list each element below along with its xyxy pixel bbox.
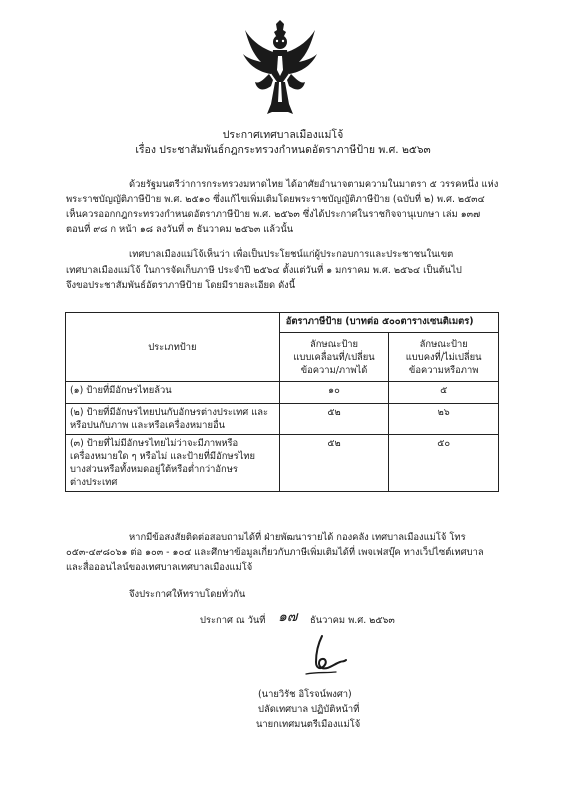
header-line: ข้อความหรือภาพ <box>408 364 479 376</box>
date-rest: ธันวาคม พ.ศ. ๒๕๖๓ <box>310 615 395 626</box>
header-line: ลักษณะป้าย <box>310 338 359 350</box>
header-line: แบบเคลื่อนที่/เปลี่ยน <box>293 351 375 363</box>
para1-line: ตอนที่ ๙๘ ก หน้า ๑๘ ลงวันที่ ๓ ธันวาคม ๒๕๖๓ แล้วนั้น <box>66 224 294 235</box>
signer-name: (นายวิรัช อิโรจน์พงศา) <box>258 689 352 700</box>
table-row <box>66 435 499 492</box>
para1-line: ด้วยรัฐมนตรีว่าการกระทรวงมหาดไทย ได้อาศัยอำนาจตามความในมาตรา ๕ วรรคหนึ่ง แห่ง <box>129 179 499 190</box>
para2-line: เทศบาลเมืองแม่โจ้เห็นว่า เพื่อเป็นประโยชน์แก่ผู้ประกอบการและประชาชนในเขต <box>129 249 454 260</box>
row-label: (๒) ป้ายที่มีอักษรไทยปนกับอักษรต่างประเทศ และ หรือปนกับภาพ และหรือเครื่องหมายอื่น <box>66 404 280 435</box>
tax-rate-table <box>65 312 499 492</box>
announcement-subject: เรื่อง ประชาสัมพันธ์กฎกระทรวงกำหนดอัตราภาษีป้าย พ.ศ. ๒๕๖๓ <box>135 144 431 156</box>
announce-line: จึงประกาศให้ทราบโดยทั่วกัน <box>129 589 246 600</box>
table-row <box>66 404 499 435</box>
rate-fixed: ๕ <box>389 382 499 404</box>
row-label: (๑) ป้ายที่มีอักษรไทยล้วน <box>66 382 280 404</box>
garuda-emblem-icon <box>243 20 317 116</box>
para1-line: พระราชบัญญัติภาษีป้าย พ.ศ. ๒๕๑๐ ซึ่งแก้ไขเพิ่มเติมโดยพระราชบัญญัติภาษีป้าย (ฉบับที่ ๒) พ.ศ. ๒๕๓๔ <box>66 194 485 205</box>
handwritten-signature-icon <box>300 632 348 682</box>
rate-movable: ๑๐ <box>279 382 389 404</box>
rate-fixed: ๒๖ <box>389 404 499 435</box>
para1-line: เห็นควรออกกฎกระทรวงกำหนดอัตราภาษีป้าย พ.ศ. ๒๕๖๓ ซึ่งได้ประกาศในราชกิจจานุเบกษา เล่ม ๑๓๗ <box>66 209 481 220</box>
header-line: ข้อความ/ภาพได้ <box>300 364 368 376</box>
para3-line: และสื่อออนไลน์ของเทศบาลเทศบาลเมืองแม่โจ้ <box>66 562 253 573</box>
header-line: ลักษณะป้าย <box>419 338 468 350</box>
announcement-title: ประกาศเทศบาลเมืองแม่โจ้ <box>222 129 344 141</box>
para3-line: หากมีข้อสงสัยติดต่อสอบถามได้ที่ ฝ่ายพัฒนารายได้ กองคลัง เทศบาลเมืองแม่โจ้ โทร <box>129 532 466 543</box>
para2-line: เทศบาลเมืองแม่โจ้ ในการจัดเก็บภาษี ประจำปี ๒๕๖๔ ตั้งแต่วันที่ ๑ มกราคม พ.ศ. ๒๕๖๔ เป็นต้นไป <box>66 265 462 276</box>
header-line: แบบคงที่/ไม่เปลี่ยน <box>405 351 482 363</box>
para3-line: ๐๕๓-๔๙๘๐๖๑ ต่อ ๑๐๓ - ๑๐๔ และศึกษาข้อมูลเกี่ยวกับภาษีเพิ่มเติมได้ที่ เพจเฟสบุ๊ค ทางเว็ปไซต์เทศบาล <box>66 547 484 558</box>
para2-line: จึงขอประชาสัมพันธ์อัตราภาษีป้าย โดยมีรายละเอียด ดังนี้ <box>66 280 296 291</box>
row-label: (๓) ป้ายที่ไม่มีอักษรไทยไม่ว่าจะมีภาพหรือ เครื่องหมายใด ๆ หรือไม่ และป้ายที่มีอักษรไทย บางส่วนหรือทั้งหมดอยู่ใต้หรือต่ำกว่าอักษร ต่างประเทศ <box>66 435 280 492</box>
rate-fixed: ๕๐ <box>389 435 499 492</box>
column-header-sign-type: ประเภทป้าย <box>66 313 280 382</box>
date-day-handwritten: ๑๗ <box>278 609 298 625</box>
column-header-fixed <box>389 333 499 382</box>
date-prefix: ประกาศ ณ วันที่ <box>200 615 266 626</box>
column-header-rate: อัตราภาษีป้าย (บาทต่อ ๕๐๐ตารางเซนติเมตร) <box>279 313 498 333</box>
column-header-movable <box>279 333 389 382</box>
signer-title: ปลัดเทศบาล ปฏิบัติหน้าที่ <box>258 704 360 715</box>
rate-movable: ๕๒ <box>279 404 389 435</box>
rate-movable: ๕๒ <box>279 435 389 492</box>
signer-title: นายกเทศมนตรีเมืองแม่โจ้ <box>256 719 361 730</box>
table-row <box>66 382 499 404</box>
